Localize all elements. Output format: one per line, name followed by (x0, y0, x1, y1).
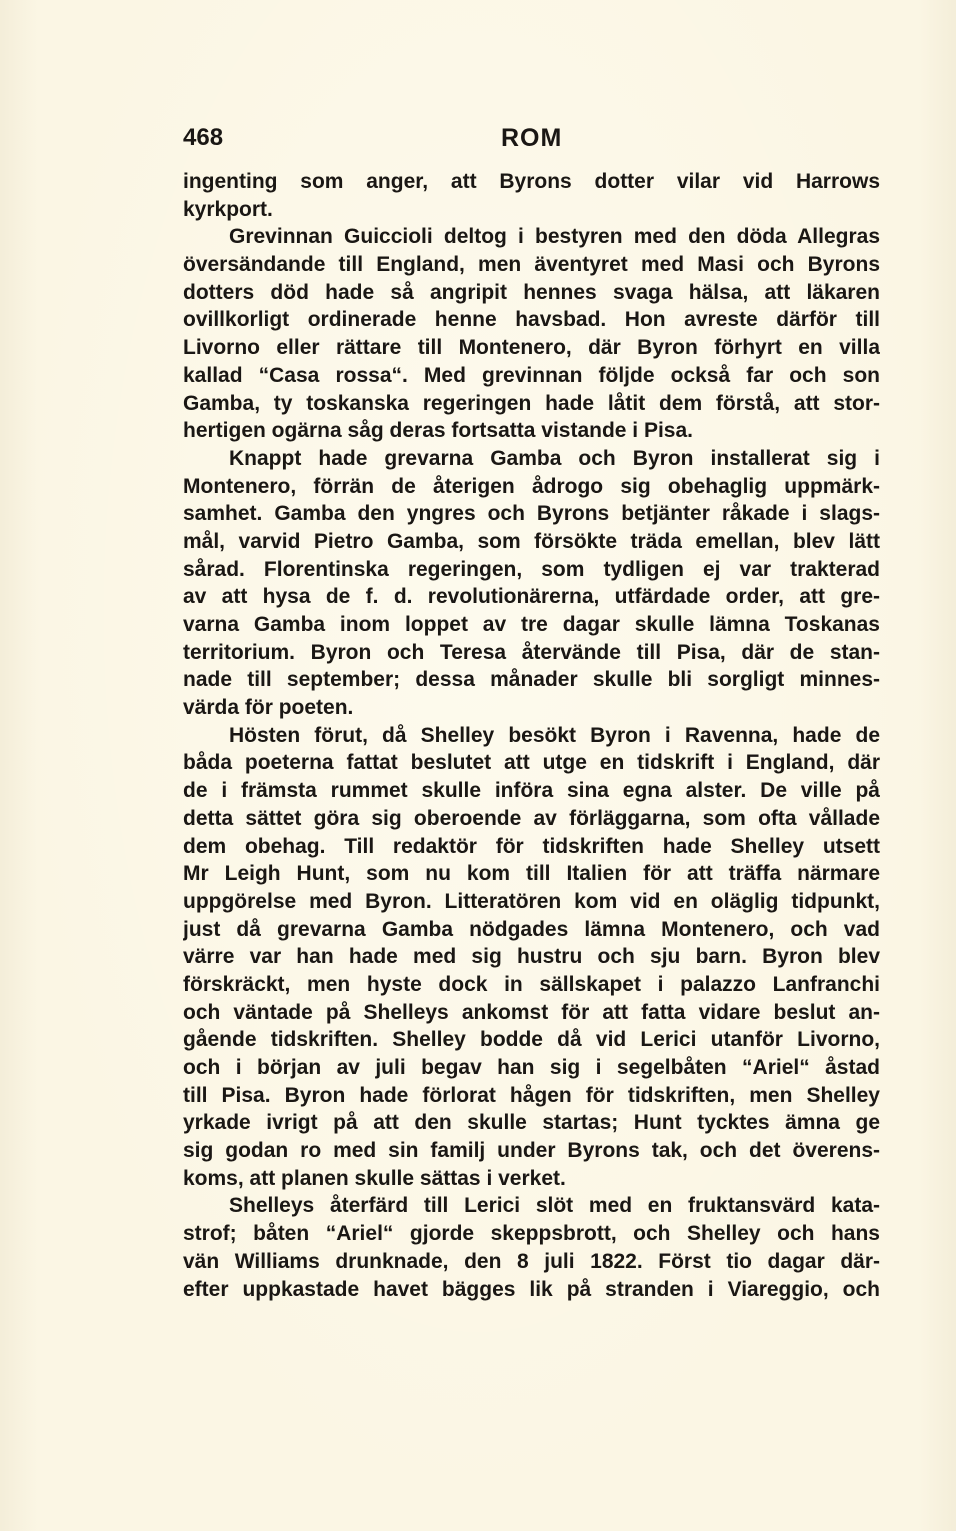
text-line: nade till september; dessa månader skulle bli sorgligt minnes- (183, 668, 880, 692)
text-line: detta sättet göra sig oberoende av förläggarna, som ofta vållade (183, 806, 880, 830)
text-line: Mr Leigh Hunt, som nu kom till Italien för att träffa närmare (183, 862, 880, 886)
text-line: dem obehag. Till redaktör för tidskriften hade Shelley utsett (183, 834, 880, 858)
running-head: ROM (501, 124, 563, 152)
page-number: 468 (183, 124, 224, 151)
text-line: ovillkorligt ordinerade henne havsbad. Hon avreste därför till (183, 308, 880, 332)
text-line: och i början av juli begav han sig i segelbåten “Ariel“ åstad (183, 1056, 880, 1079)
text-line: värre var han hade med sig hustru och sju barn. Byron blev (183, 945, 880, 969)
paragraph-first-line: Hösten förut, då Shelley besökt Byron i Ravenna, hade de (229, 723, 880, 747)
text-line: hertigen ogärna såg deras fortsatta vistande i Pisa. (183, 419, 693, 443)
body-text (183, 168, 880, 1303)
text-line: uppgörelse med Byron. Litteratören kom vid en oläglig tidpunkt, (183, 889, 880, 913)
text-line: ingenting som anger, att Byrons dotter vilar vid Harrows (183, 170, 880, 193)
text-line: till Pisa. Byron hade förlorat hågen för tidskriften, men Shelley (183, 1083, 880, 1107)
text-line: samhet. Gamba den yngres och Byrons betjänter råkade i slags- (183, 502, 880, 526)
paragraph-first-line: Knappt hade grevarna Gamba och Byron installerat sig i (229, 446, 880, 470)
text-line: gående tidskriften. Shelley bodde då vid Lerici utanför Livorno, (183, 1028, 880, 1052)
text-line: kyrkport. (183, 197, 273, 221)
text-line: de i främsta rummet skulle införa sina egna alster. De ville på (183, 779, 880, 803)
text-line: Montenero, förrän de återigen ådrogo sig obehaglig uppmärk- (183, 474, 880, 498)
text-line: vän Williams drunknade, den 8 juli 1822. Först tio dagar där- (183, 1249, 880, 1273)
text-line: Livorno eller rättare till Montenero, där Byron förhyrt en villa (183, 336, 880, 360)
text-line: just då grevarna Gamba nödgades lämna Montenero, och vad (183, 917, 880, 941)
text-line: koms, att planen skulle sättas i verket. (183, 1166, 566, 1190)
text-line: kallad “Casa rossa“. Med grevinnan följde också far och son (183, 363, 880, 387)
text-line: varna Gamba inom loppet av tre dagar skulle lämna Toskanas (183, 613, 880, 636)
text-line: värda för poeten. (183, 696, 354, 720)
text-line: och väntade på Shelleys ankomst för att fatta vidare beslut an- (183, 1000, 880, 1024)
text-line: sårad. Florentinska regeringen, som tydligen ej var trakterad (183, 557, 880, 581)
text-line: översändande till England, men äventyret med Masi och Byrons (183, 253, 880, 277)
text-line: strof; båten “Ariel“ gjorde skeppsbrott, och Shelley och hans (183, 1222, 880, 1246)
page-header (183, 122, 880, 158)
text-line: Gamba, ty toskanska regeringen hade låtit dem förstå, att stor- (183, 391, 880, 415)
text-line: mål, varvid Pietro Gamba, som försökte träda emellan, blev lätt (183, 529, 880, 553)
text-line: av att hysa de f. d. revolutionärerna, utfärdade order, att gre- (183, 585, 880, 609)
text-line: dotters död hade så angripit hennes svaga hälsa, att läkaren (183, 280, 880, 304)
text-line: efter uppkastade havet bägges lik på stranden i Viareggio, och (183, 1277, 880, 1301)
text-line: sig godan ro med sin familj under Byrons tak, och det överens- (183, 1139, 880, 1163)
text-line: yrkade ivrigt på att den skulle startas; Hunt tycktes ämna ge (183, 1111, 880, 1135)
text-line: territorium. Byron och Teresa återvände till Pisa, där de stan- (183, 640, 880, 664)
paragraph-first-line: Grevinnan Guiccioli deltog i bestyren med den döda Allegras (229, 225, 880, 249)
text-line: förskräckt, men hyste dock in sällskapet i palazzo Lanfranchi (183, 972, 880, 996)
text-line: båda poeterna fattat beslutet att utge en tidskrift i England, där (183, 751, 880, 775)
paragraph-first-line: Shelleys återfärd till Lerici slöt med en fruktansvärd kata- (229, 1194, 880, 1218)
